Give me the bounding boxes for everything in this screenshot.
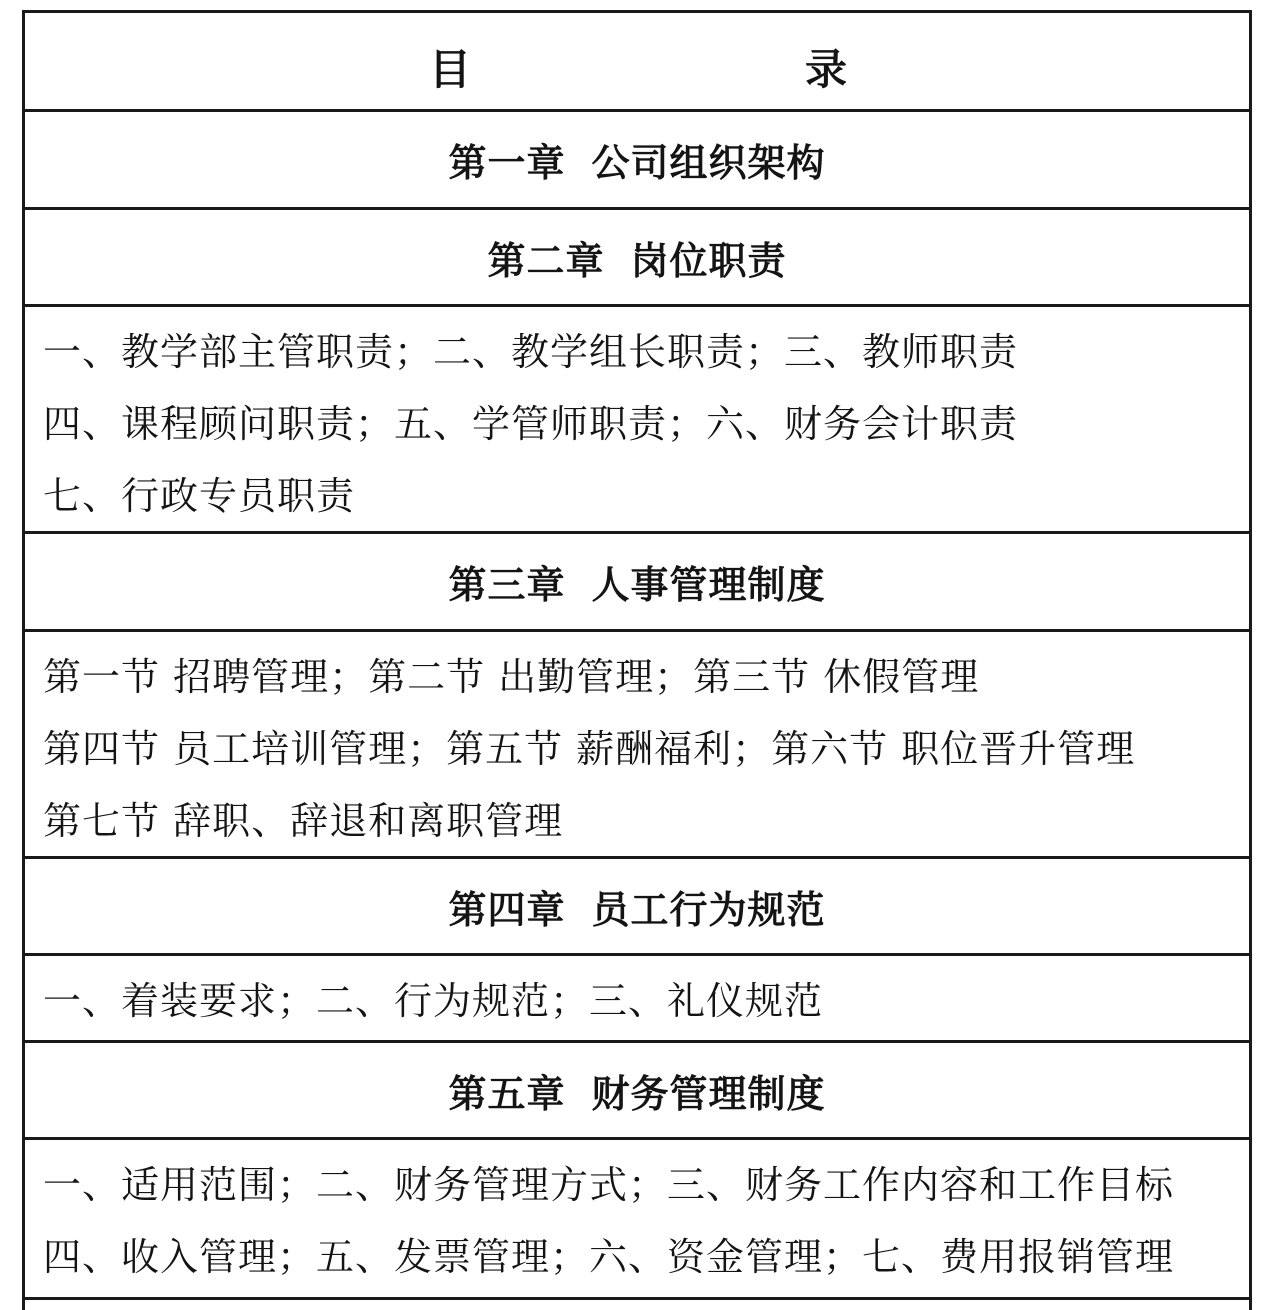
chapter-name: 人事管理制度 (591, 562, 826, 607)
toc-title-left: 目 (429, 45, 473, 94)
chapter-heading-1 (25, 112, 1249, 210)
contents-line: 第七节 辞职、辞退和离职管理 (43, 799, 564, 843)
chapter-heading-3 (25, 534, 1249, 632)
chapter-number: 第一章 (448, 140, 566, 185)
chapter-contents-5 (25, 1140, 1249, 1300)
toc-title-row (25, 13, 1249, 112)
contents-line: 第一节 招聘管理；第二节 出勤管理；第三节 休假管理 (43, 655, 980, 699)
chapter-contents-4 (25, 956, 1249, 1043)
contents-line: 七、行政专员职责 (43, 474, 356, 518)
chapter-number: 第五章 (448, 1070, 566, 1116)
contents-line: 第四节 员工培训管理；第五节 薪酬福利；第六节 职位晋升管理 (43, 727, 1136, 771)
chapter-number: 第二章 (487, 237, 605, 283)
chapter-heading-5 (25, 1043, 1249, 1140)
chapter-number: 第四章 (448, 886, 566, 932)
chapter-contents-2 (25, 307, 1249, 534)
chapter-contents-3 (25, 632, 1249, 859)
toc-title-right: 录 (805, 45, 849, 94)
chapter-number: 第三章 (448, 562, 566, 607)
chapter-name: 员工行为规范 (591, 886, 826, 932)
chapter-heading-2 (25, 210, 1249, 307)
contents-line: 一、教学部主管职责；二、教学组长职责；三、教师职责 (43, 330, 1019, 374)
table-of-contents (22, 10, 1252, 1310)
contents-line: 一、着装要求；二、行为规范；三、礼仪规范 (43, 979, 824, 1023)
contents-line: 四、课程顾问职责；五、学管师职责；六、财务会计职责 (43, 402, 1019, 446)
contents-line: 一、适用范围；二、财务管理方式；三、财务工作内容和工作目标 (43, 1163, 1175, 1207)
chapter-name: 公司组织架构 (591, 140, 826, 185)
chapter-name: 财务管理制度 (591, 1070, 826, 1116)
chapter-name: 岗位职责 (630, 237, 787, 283)
chapter-heading-4 (25, 859, 1249, 956)
contents-line: 四、收入管理；五、发票管理；六、资金管理；七、费用报销管理 (43, 1235, 1175, 1279)
